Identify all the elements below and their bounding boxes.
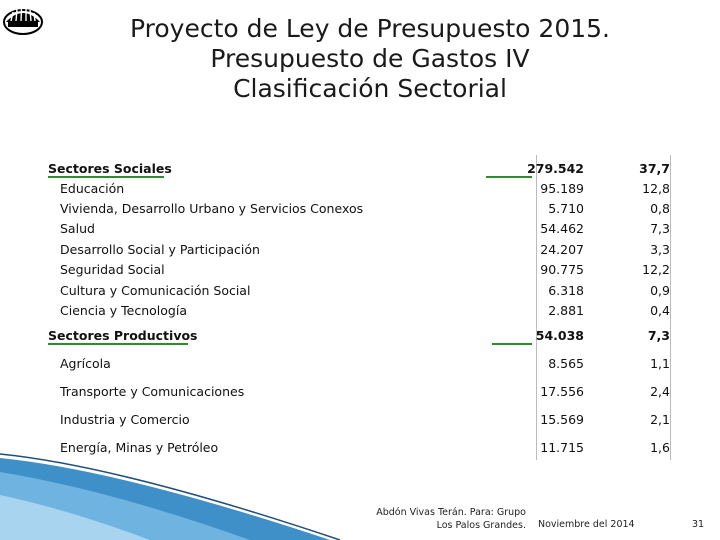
table-row <box>46 219 676 239</box>
row-pct: 3,3 <box>650 242 670 257</box>
section-pct: 37,7 <box>639 161 670 176</box>
row-value: 54.462 <box>540 221 584 236</box>
table-row <box>46 281 676 301</box>
row-pct: 7,3 <box>650 221 670 236</box>
page-number: 31 <box>692 519 705 530</box>
row-value: 2.881 <box>548 303 584 318</box>
table-row <box>46 354 676 374</box>
row-value: 90.775 <box>540 262 584 277</box>
row-value: 17.556 <box>540 384 584 399</box>
row-label: Salud <box>60 221 95 236</box>
row-value: 15.569 <box>540 412 584 427</box>
footer-credit <box>300 506 526 532</box>
row-pct: 0,9 <box>650 283 670 298</box>
row-label: Vivienda, Desarrollo Urbano y Servicios Conexos <box>60 201 364 216</box>
section-underline <box>48 176 164 178</box>
budget-table <box>46 155 676 465</box>
row-label: Industria y Comercio <box>60 412 190 427</box>
value-underline <box>492 343 532 345</box>
row-value: 11.715 <box>540 440 584 455</box>
row-value: 24.207 <box>540 242 584 257</box>
row-value: 6.318 <box>548 283 584 298</box>
title-line-1: Proyecto de Ley de Presupuesto 2015. <box>130 14 610 43</box>
row-pct: 0,4 <box>650 303 670 318</box>
row-label: Transporte y Comunicaciones <box>60 384 245 399</box>
footer-date: Noviembre del 2014 <box>538 519 635 530</box>
section-underline <box>48 343 188 345</box>
row-label: Educación <box>60 181 125 196</box>
section-header-sociales <box>46 159 676 179</box>
table-row <box>46 199 676 219</box>
table-row <box>46 260 676 280</box>
slide-title <box>90 14 650 104</box>
row-label: Agrícola <box>60 356 111 371</box>
row-label: Seguridad Social <box>60 262 165 277</box>
row-pct: 12,2 <box>642 262 670 277</box>
row-pct: 1,1 <box>650 356 670 371</box>
row-label: Cultura y Comunicación Social <box>60 283 251 298</box>
congress-dome-logo-icon <box>2 2 44 36</box>
row-value: 5.710 <box>548 201 584 216</box>
row-value: 95.189 <box>540 181 584 196</box>
title-line-3: Clasificación Sectorial <box>233 74 507 103</box>
title-line-2: Presupuesto de Gastos IV <box>210 44 530 73</box>
credit-line-1: Abdón Vivas Terán. Para: Grupo <box>376 507 526 518</box>
table-row <box>46 240 676 260</box>
section-value: 54.038 <box>535 328 584 343</box>
row-value: 8.565 <box>548 356 584 371</box>
row-pct: 2,1 <box>650 412 670 427</box>
row-pct: 2,4 <box>650 384 670 399</box>
value-underline <box>486 176 532 178</box>
section-name: Sectores Sociales <box>48 161 172 176</box>
table-row <box>46 179 676 199</box>
section-pct: 7,3 <box>647 328 670 343</box>
section-name: Sectores Productivos <box>48 328 198 343</box>
row-label: Desarrollo Social y Participación <box>60 242 260 257</box>
row-pct: 12,8 <box>642 181 670 196</box>
row-label: Energía, Minas y Petróleo <box>60 440 219 455</box>
section-value: 279.542 <box>527 161 584 176</box>
credit-line-2: Los Palos Grandes. <box>436 520 526 531</box>
row-pct: 0,8 <box>650 201 670 216</box>
table-row <box>46 410 676 430</box>
section-header-productivos <box>46 326 676 346</box>
table-row <box>46 301 676 321</box>
row-label: Ciencia y Tecnología <box>60 303 187 318</box>
row-pct: 1,6 <box>650 440 670 455</box>
table-row <box>46 382 676 402</box>
